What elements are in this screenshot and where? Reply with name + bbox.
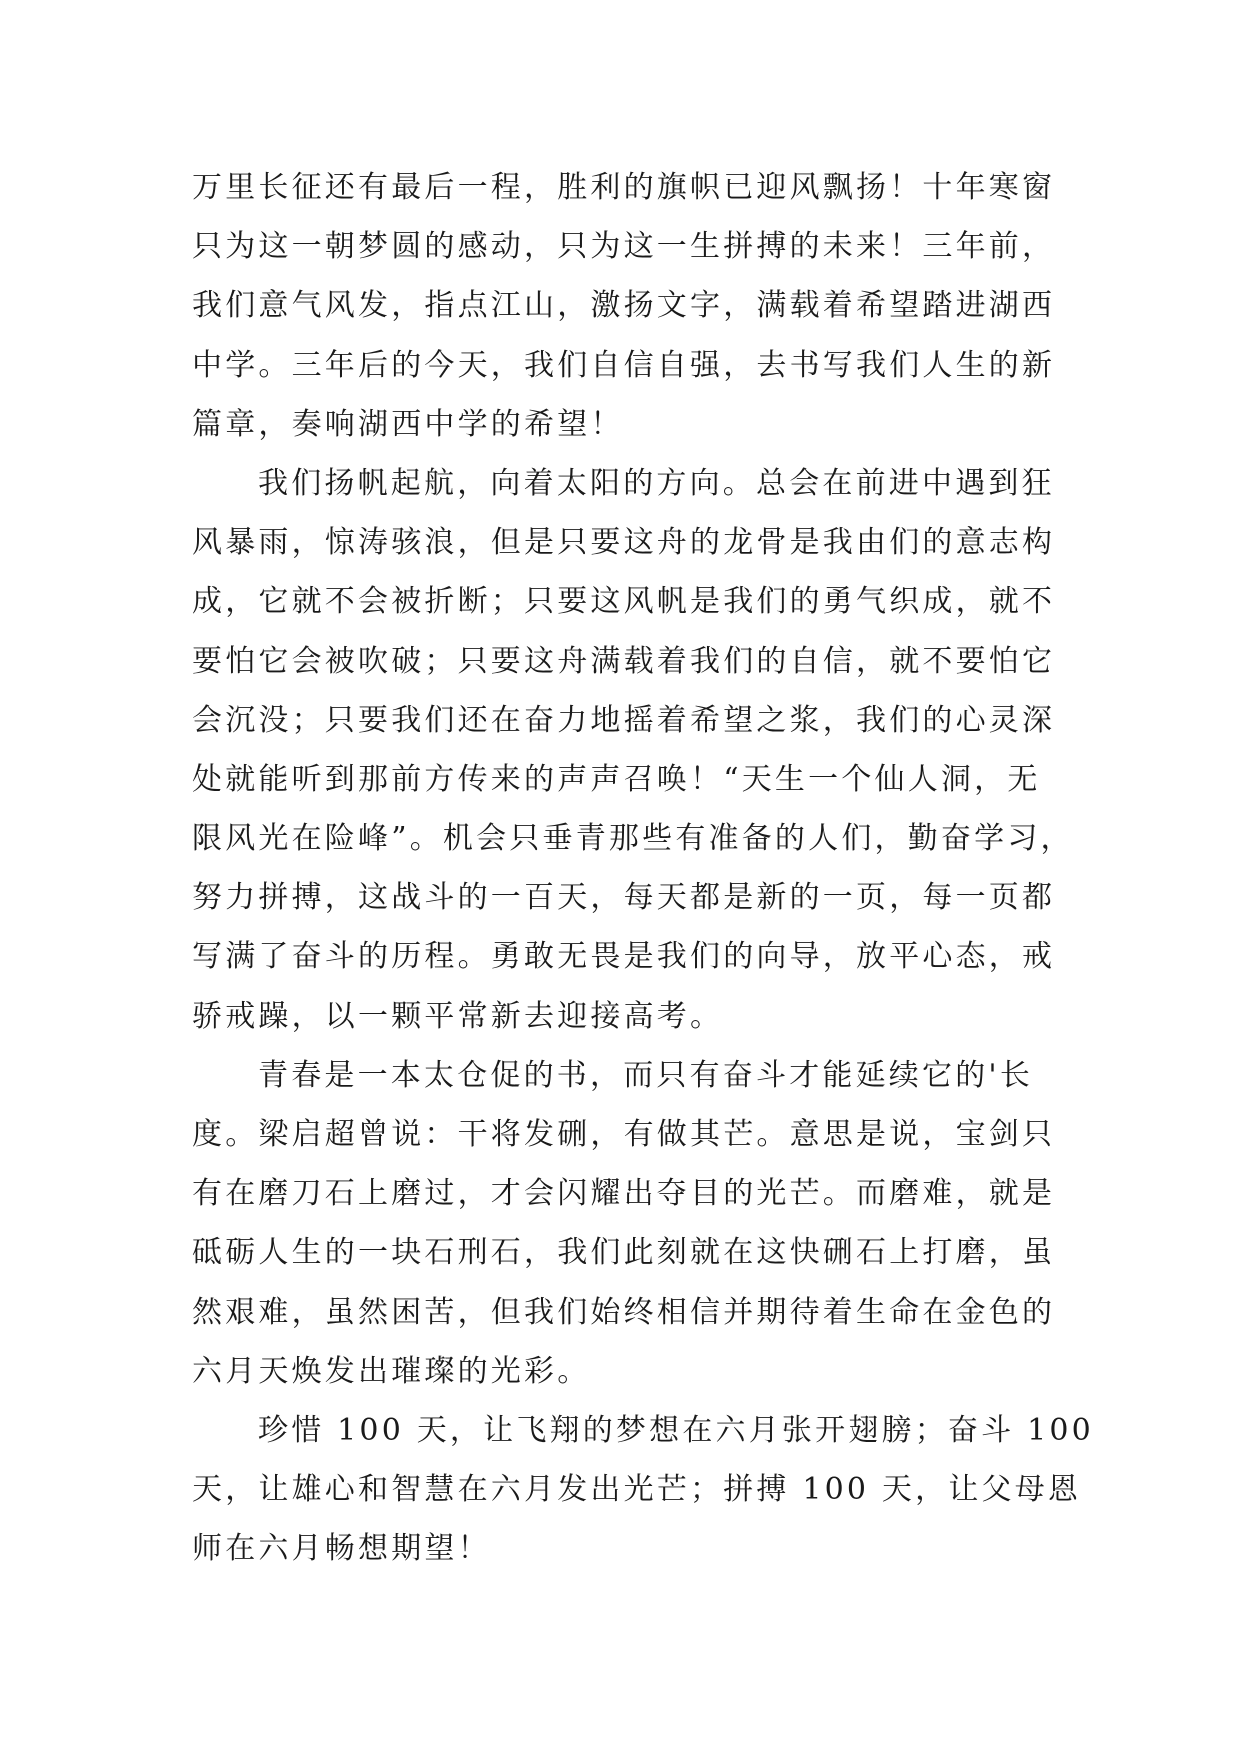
text-line: 师在六月畅想期望！ xyxy=(192,1531,491,1567)
text-line: 青春是一本太仓促的书，而只有奋斗才能延续它的'长 xyxy=(258,1057,1034,1093)
text-line: 有在磨刀石上磨过，才会闪耀出夺目的光芒。而磨难，就是 xyxy=(192,1176,1056,1212)
text-line: 度。梁启超曾说：干将发硎，有做其芒。意思是说，宝剑只 xyxy=(192,1117,1056,1152)
text-line: 会沉没；只要我们还在奋力地摇着希望之浆，我们的心灵深 xyxy=(192,702,1056,738)
text-line: 风暴雨，惊涛骇浪，但是只要这舟的龙骨是我由们的意志构 xyxy=(192,525,1056,561)
text-line: 中学。三年后的今天，我们自信自强，去书写我们人生的新 xyxy=(192,347,1056,383)
text-line: 我们扬帆起航，向着太阳的方向。总会在前进中遇到狂 xyxy=(258,465,1055,501)
text-line: 万里长征还有最后一程，胜利的旗帜已迎风飘扬！十年寒窗 xyxy=(192,170,1056,205)
text-line: 写满了奋斗的历程。勇敢无畏是我们的向导，放平心态，戒 xyxy=(192,939,1056,975)
text-line: 砥砺人生的一块石刑石，我们此刻就在这快硎石上打磨，虽 xyxy=(192,1235,1056,1271)
text-line: 然艰难，虽然困苦，但我们始终相信并期待着生命在金色的 xyxy=(192,1294,1056,1330)
text-line: 骄戒躁，以一颗平常新去迎接高考。 xyxy=(192,998,724,1034)
text-line: 努力拼搏，这战斗的一百天，每天都是新的一页，每一页都 xyxy=(192,880,1056,916)
text-line: 珍惜 100 天，让飞翔的梦想在六月张开翅膀；奋斗 100 xyxy=(258,1412,1094,1448)
text-line: 处就能听到那前方传来的声声召唤！“天生一个仙人洞，无 xyxy=(192,761,1041,797)
paragraph-2 xyxy=(192,454,1074,1046)
text-line: 只为这一朝梦圆的感动，只为这一生拼搏的未来！三年前， xyxy=(192,229,1056,265)
text-line: 要怕它会被吹破；只要这舟满载着我们的自信，就不要怕它 xyxy=(192,643,1056,679)
paragraph-4 xyxy=(192,1401,1094,1579)
text-line: 我们意气风发，指点江山，激扬文字，满载着希望踏进湖西 xyxy=(192,288,1056,324)
paragraph-1 xyxy=(192,158,1062,454)
document-body xyxy=(192,158,1094,1579)
text-line: 篇章，奏响湖西中学的希望！ xyxy=(192,406,624,442)
text-line: 成，它就不会被折断；只要这风帆是我们的勇气织成，就不 xyxy=(192,584,1056,620)
text-line: 天，让雄心和智慧在六月发出光芒；拼搏 100 天，让父母恩 xyxy=(192,1472,1082,1508)
text-line: 限风光在险峰”。机会只垂青那些有准备的人们，勤奋学习， xyxy=(192,821,1074,857)
paragraph-3 xyxy=(192,1046,1062,1401)
text-line: 六月天焕发出璀璨的光彩。 xyxy=(192,1353,591,1389)
